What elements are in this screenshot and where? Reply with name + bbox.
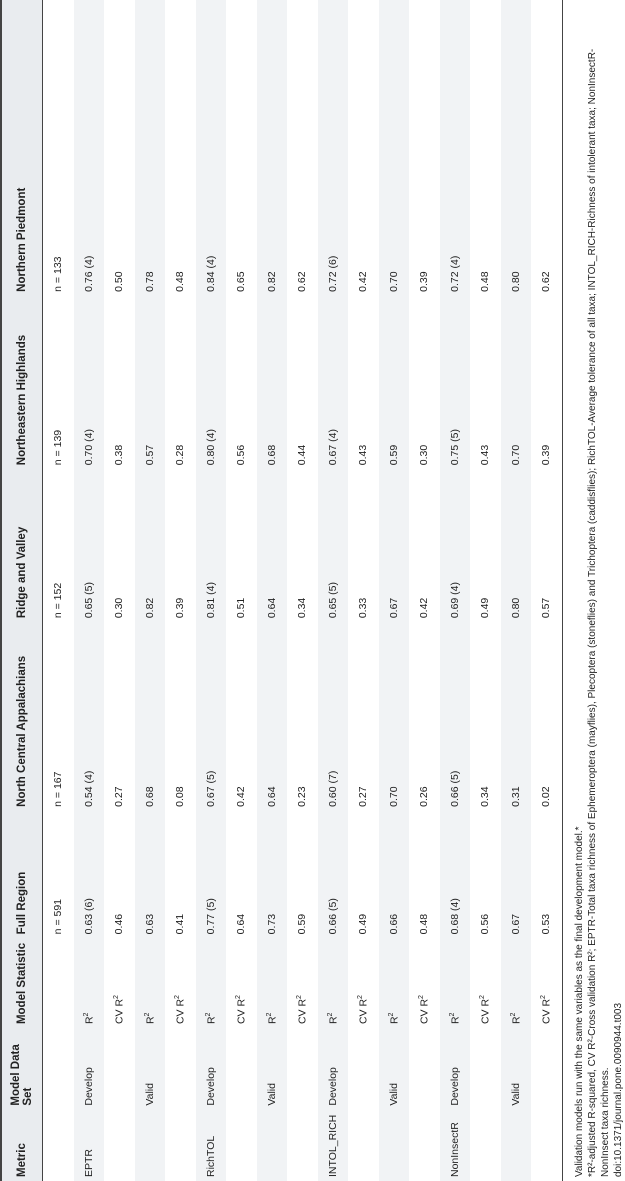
value-cell: 0.67	[509, 913, 522, 935]
table-row	[226, 0, 257, 1181]
value-cell: 0.67	[387, 597, 400, 619]
data-set-cell	[348, 1028, 379, 1110]
statistic-label: R	[449, 1016, 461, 1025]
table-row	[257, 0, 288, 1181]
value-cell: 0.72 (4)	[448, 255, 461, 292]
value-cell: 0.08	[174, 786, 187, 807]
statistic-superscript: 2	[113, 995, 120, 999]
value-cell: 0.57	[143, 444, 156, 466]
table-header-row	[1, 0, 43, 1181]
value-cell: 0.81 (4)	[204, 581, 217, 619]
value-cell: 0.38	[113, 444, 126, 466]
value-cell: 0.60 (7)	[326, 770, 339, 807]
value-cell: 0.75 (5)	[448, 429, 461, 466]
value-cell: 0.46	[113, 913, 126, 935]
value-cell: 0.84 (4)	[204, 255, 217, 292]
statistic-label: R	[83, 1016, 95, 1025]
value-cell: 0.70	[387, 271, 400, 292]
value-cell: 0.42	[357, 271, 370, 292]
statistic-cell	[440, 938, 471, 1028]
statistic-cell	[74, 938, 105, 1028]
value-cell: 0.56	[235, 444, 248, 466]
table-row	[135, 0, 166, 1181]
data-set-cell	[226, 1028, 257, 1110]
value-cell: 0.41	[174, 913, 187, 935]
col-header: Full Region	[1, 811, 43, 938]
col-header: Metric	[1, 1110, 43, 1181]
statistic-label: R	[266, 1016, 278, 1025]
statistic-superscript: 2	[357, 995, 364, 999]
col-header: Model Data Set	[1, 1028, 43, 1110]
statistic-superscript: 2	[509, 1012, 517, 1017]
value-cell: 0.70 (4)	[82, 429, 95, 466]
statistic-label: R	[205, 1016, 217, 1025]
data-set-cell	[43, 1028, 74, 1110]
statistic-cell	[287, 938, 318, 1028]
value-cell: 0.62	[531, 0, 562, 296]
value-cell: 0.64	[265, 786, 278, 807]
metric-cell	[470, 1110, 501, 1181]
footnote-line: Validation models run with the same variables as the final development model.*	[573, 826, 585, 1177]
value-cell: 0.50	[113, 271, 126, 292]
value-cell: 0.78	[143, 271, 156, 292]
col-header: Northeastern Highlands	[1, 296, 43, 469]
statistic-label: CV R	[296, 998, 309, 1025]
metric-cell	[257, 1110, 288, 1181]
value-cell: 0.48	[479, 271, 492, 292]
statistic-label: CV R	[357, 998, 370, 1025]
metric-cell	[531, 1110, 562, 1181]
value-cell: 0.72 (6)	[326, 255, 339, 292]
doi-text: doi:10.1371/journal.pone.0090944.t003	[612, 1002, 624, 1177]
value-cell: 0.77 (5)	[204, 898, 217, 935]
value-cell: 0.65 (5)	[82, 581, 95, 619]
statistic-cell	[196, 938, 227, 1028]
statistic-cell	[135, 938, 166, 1028]
statistic-superscript: 2	[540, 995, 547, 999]
col-header: North Central Appalachians	[1, 622, 43, 811]
value-cell: 0.31	[509, 786, 522, 807]
value-cell: 0.56	[479, 913, 492, 935]
statistic-superscript: 2	[204, 1012, 212, 1017]
data-set-cell	[165, 1028, 196, 1110]
data-set-cell	[531, 1028, 562, 1110]
table-row	[470, 0, 501, 1181]
value-cell: 0.59	[387, 444, 400, 466]
data-set-cell: Develop	[448, 1067, 461, 1106]
metric-cell	[104, 1110, 135, 1181]
value-cell: 0.30	[418, 444, 431, 466]
statistic-label: R	[327, 1016, 339, 1025]
value-cell: 0.67 (5)	[204, 770, 217, 807]
value-cell: 0.68	[265, 444, 278, 466]
table-row	[440, 0, 471, 1181]
metric-cell: NonInsectR	[448, 1122, 461, 1177]
value-cell: 0.54 (4)	[82, 770, 95, 807]
statistic-superscript: 2	[143, 1012, 151, 1017]
table-footnotes	[563, 0, 625, 1181]
value-cell: 0.73	[265, 913, 278, 935]
metric-cell: INTOL_RICH	[326, 1114, 339, 1177]
data-set-cell: Develop	[204, 1067, 217, 1106]
statistic-label: R	[388, 1016, 400, 1025]
value-cell: 0.28	[174, 444, 187, 466]
value-cell: 0.80 (4)	[204, 429, 217, 466]
table-row	[501, 0, 532, 1181]
statistic-superscript: 2	[82, 1012, 90, 1017]
data-set-cell	[470, 1028, 501, 1110]
value-cell: 0.59	[296, 913, 309, 935]
table-row	[379, 0, 410, 1181]
metric-cell: RichTOL	[204, 1135, 217, 1177]
col-header: Model Statistic	[1, 938, 43, 1028]
value-cell: 0.66	[387, 913, 400, 935]
table-row	[74, 0, 105, 1181]
value-cell: 0.44	[296, 444, 309, 466]
metric-cell	[135, 1110, 166, 1181]
col-header: Northern Piedmont	[1, 0, 43, 296]
value-cell: 0.39	[418, 271, 431, 292]
metric-cell	[501, 1110, 532, 1181]
value-cell: 0.34	[296, 597, 309, 619]
value-cell: 0.26	[418, 786, 431, 807]
value-cell: 0.39	[174, 597, 187, 619]
value-cell: 0.67 (4)	[326, 429, 339, 466]
statistic-superscript: 2	[174, 995, 181, 999]
statistic-cell	[104, 938, 135, 1028]
value-cell: 0.27	[357, 786, 370, 807]
table-row	[318, 0, 349, 1181]
data-set-cell	[409, 1028, 440, 1110]
table-row	[348, 0, 379, 1181]
metric-cell: EPTR	[82, 1148, 95, 1177]
statistic-cell	[165, 938, 196, 1028]
value-cell: n = 139	[52, 429, 65, 466]
table-row	[165, 0, 196, 1181]
value-cell: 0.70	[509, 444, 522, 466]
value-cell: 0.43	[479, 444, 492, 466]
value-cell: 0.43	[357, 444, 370, 466]
statistic-label: R	[510, 1016, 522, 1025]
value-cell: 0.65	[235, 271, 248, 292]
table-row	[196, 0, 227, 1181]
value-cell: n = 167	[52, 771, 65, 807]
table-row	[531, 0, 562, 1181]
value-cell: 0.68	[143, 786, 156, 807]
metric-cell	[43, 1110, 74, 1181]
data-set-cell: Develop	[82, 1067, 95, 1106]
value-cell: 0.53	[531, 811, 562, 938]
metric-cell	[348, 1110, 379, 1181]
statistic-cell	[409, 938, 440, 1028]
statistic-superscript: 2	[326, 1012, 334, 1017]
value-cell: 0.30	[113, 597, 126, 619]
statistic-superscript: 2	[418, 995, 425, 999]
statistic-cell	[470, 938, 501, 1028]
statistic-cell	[318, 938, 349, 1028]
col-header: Ridge and Valley	[1, 469, 43, 622]
metric-cell	[226, 1110, 257, 1181]
value-cell: 0.42	[418, 597, 431, 619]
value-cell: 0.39	[531, 296, 562, 469]
value-cell: 0.33	[357, 597, 370, 619]
table-row	[409, 0, 440, 1181]
value-cell: 0.63 (6)	[82, 898, 95, 935]
data-set-cell	[287, 1028, 318, 1110]
value-cell: 0.23	[296, 786, 309, 807]
value-cell: 0.70	[387, 786, 400, 807]
value-cell: 0.48	[174, 271, 187, 292]
value-cell: 0.66 (5)	[448, 770, 461, 807]
value-cell: 0.82	[143, 597, 156, 619]
value-cell: 0.51	[235, 597, 248, 619]
statistic-label: CV R	[479, 998, 492, 1025]
value-cell: n = 152	[52, 582, 65, 619]
value-cell: 0.34	[479, 786, 492, 807]
data-set-cell: Valid	[387, 1083, 400, 1106]
statistic-cell	[348, 938, 379, 1028]
statistic-cell	[379, 938, 410, 1028]
metric-cell	[379, 1110, 410, 1181]
metric-cell	[165, 1110, 196, 1181]
statistic-superscript: 2	[235, 995, 242, 999]
value-cell: 0.69 (4)	[448, 581, 461, 619]
value-cell: 0.64	[235, 913, 248, 935]
value-cell: 0.42	[235, 786, 248, 807]
table-row	[104, 0, 135, 1181]
value-cell: 0.62	[296, 271, 309, 292]
statistic-label: CV R	[174, 998, 187, 1025]
value-cell: 0.66 (5)	[326, 898, 339, 935]
data-set-cell: Valid	[265, 1083, 278, 1106]
metric-cell	[287, 1110, 318, 1181]
value-cell: 0.02	[531, 622, 562, 811]
statistic-superscript: 2	[387, 1012, 395, 1017]
statistic-label: CV R	[418, 998, 431, 1025]
data-set-cell: Valid	[509, 1083, 522, 1106]
statistic-label: CV R	[113, 998, 126, 1025]
value-cell: 0.57	[531, 469, 562, 622]
value-cell: 0.49	[479, 597, 492, 619]
value-cell: 0.76 (4)	[82, 255, 95, 292]
value-cell: 0.63	[143, 913, 156, 935]
statistic-cell	[257, 938, 288, 1028]
value-cell: 0.68 (4)	[448, 898, 461, 935]
value-cell: n = 133	[52, 256, 65, 292]
statistic-superscript: 2	[479, 995, 486, 999]
data-set-cell	[104, 1028, 135, 1110]
statistic-cell	[43, 938, 74, 1028]
statistic-label: R	[144, 1016, 156, 1025]
value-cell: 0.80	[509, 597, 522, 619]
value-cell: 0.82	[265, 271, 278, 292]
table-row	[43, 0, 74, 1181]
value-cell: 0.48	[418, 913, 431, 935]
value-cell: 0.64	[265, 597, 278, 619]
value-cell: 0.80	[509, 271, 522, 292]
value-cell: 0.65 (5)	[326, 581, 339, 619]
value-cell: n = 591	[52, 898, 65, 935]
data-set-cell: Valid	[143, 1083, 156, 1106]
footnote-definitions: *R²-adjusted R-squared, CV R²-Cross validation R²; EPTR-Total taxa richness of Ephemeroptera (mayflies), Plecoptera (stoneflies) and Trichoptera (caddisflies); RichTOL-Average tolerance of all taxa; INTOL_RICH-Richness of intolerant taxa; NonInsectR-NonInsect taxa richness.	[586, 48, 611, 1177]
statistic-cell	[501, 938, 532, 1028]
table-row	[287, 0, 318, 1181]
table-body	[43, 0, 563, 1181]
statistic-label: CV R	[235, 998, 248, 1025]
metric-cell	[409, 1110, 440, 1181]
statistic-superscript: 2	[265, 1012, 273, 1017]
value-cell: 0.27	[113, 786, 126, 807]
statistic-superscript: 2	[448, 1012, 456, 1017]
value-cell: 0.49	[357, 913, 370, 935]
statistic-cell	[531, 938, 562, 1028]
data-set-cell: Develop	[326, 1067, 339, 1106]
statistic-superscript: 2	[296, 995, 303, 999]
statistic-label: CV R	[540, 998, 553, 1025]
statistic-cell	[226, 938, 257, 1028]
